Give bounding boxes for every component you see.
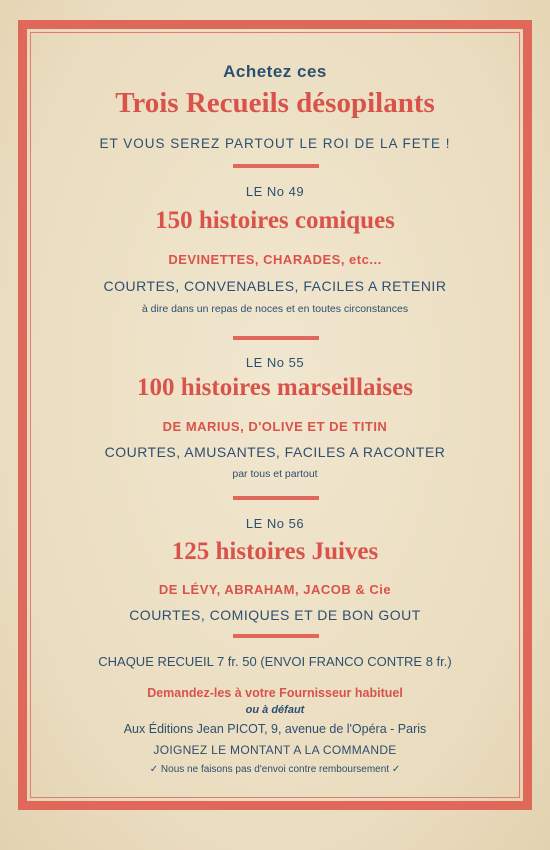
book-note: par tous et partout: [232, 468, 318, 480]
intro-text: Achetez ces: [223, 62, 327, 81]
ask-line: Demandez-les à votre Fournisseur habituel: [147, 686, 403, 700]
checkmark-icon: ✓: [149, 764, 161, 775]
divider: [233, 336, 319, 340]
book-title: 100 histoires marseillaises: [137, 374, 413, 401]
main-title: Trois Recueils désopilants: [115, 87, 435, 119]
divider: [233, 634, 319, 638]
book-title: 150 histoires comiques: [155, 207, 395, 234]
book-number: LE No 49: [245, 184, 305, 199]
book-description: COURTES, COMIQUES ET DE BON GOUT: [129, 607, 421, 623]
book-number: LE No 55: [245, 355, 305, 370]
join-line: JOIGNEZ LE MONTANT A LA COMMANDE: [153, 743, 397, 757]
book-description: COURTES, AMUSANTES, FACILES A RACONTER: [104, 444, 446, 460]
price-line: CHAQUE RECUEIL 7 fr. 50 (ENVOI FRANCO CONTRE 8 fr.): [98, 654, 452, 669]
no-cod-line: [32, 764, 518, 775]
book-note: à dire dans un repas de noces et en toutes circonstances: [141, 303, 409, 315]
default-line: ou à défaut: [245, 704, 305, 716]
divider: [233, 164, 319, 168]
tagline: ET VOUS SEREZ PARTOUT LE ROI DE LA FETE !: [99, 136, 451, 151]
book-title: 125 histoires Juives: [171, 538, 379, 565]
book-subtitle: DE LÉVY, ABRAHAM, JACOB & Cie: [158, 582, 392, 597]
book-number: LE No 56: [245, 516, 305, 531]
advertisement: [32, 32, 518, 798]
no-cod-text: Nous ne faisons pas d'envoi contre remboursement: [160, 764, 390, 775]
book-description: COURTES, CONVENABLES, FACILES A RETENIR: [103, 278, 447, 294]
book-subtitle: DEVINETTES, CHARADES, etc...: [168, 252, 382, 267]
divider: [233, 496, 319, 500]
publisher-line: Aux Éditions Jean PICOT, 9, avenue de l'Opéra - Paris: [123, 722, 427, 736]
checkmark-icon: ✓: [389, 764, 401, 775]
book-subtitle: DE MARIUS, D'OLIVE ET DE TITIN: [162, 419, 388, 434]
